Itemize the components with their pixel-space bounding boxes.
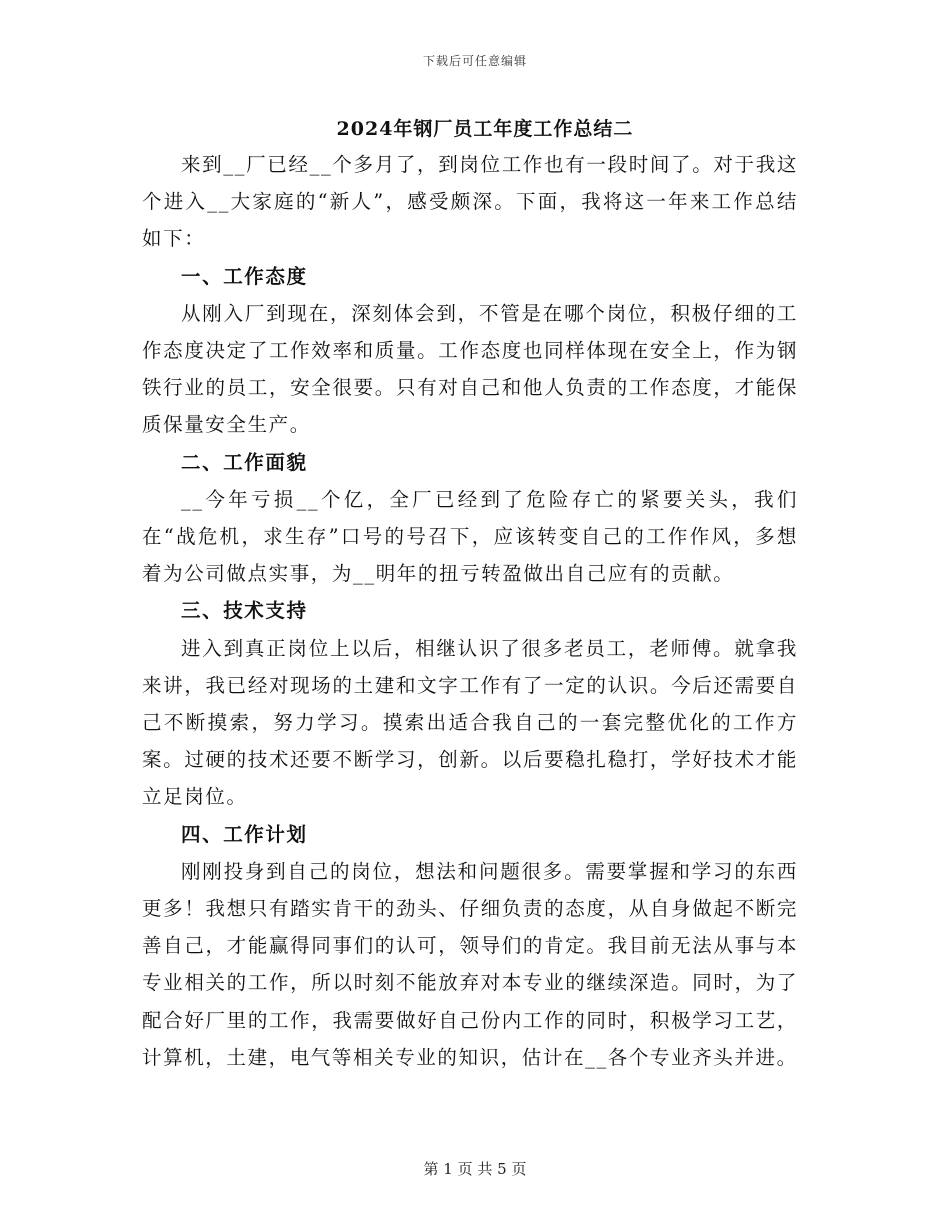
- section-body-technical-support: 进入到真正岗位上以后，相继认识了很多老员工，老师傅。就拿我来讲，我已经对现场的土建和文字工作有了一定的认识。今后还需要自己不断摸索，努力学习。摸索出适合我自己的一套完整优化的工作方案。过硬的技术还要不断学习，创新。以后要稳扎稳打，学好技术才能立足岗位。: [142, 636, 798, 809]
- page-header-note: 下载后可任意编辑: [422, 54, 527, 68]
- intro-paragraph: 来到__厂已经__个多月了，到岗位工作也有一段时间了。对于我这个进入__大家庭的“新人”，感受颇深。下面，我将这一年来工作总结如下：: [142, 153, 798, 251]
- section-heading-appearance: 二、工作面貌: [181, 450, 308, 474]
- document-title: 2024年钢厂员工年度工作总结二: [336, 118, 634, 140]
- section-heading-technical-support: 三、技术支持: [181, 599, 308, 623]
- section-body-appearance: __今年亏损__个亿，全厂已经到了危险存亡的紧要关头，我们在“战危机，求生存”口号的号召下，应该转变自己的工作作风，多想着为公司做点实事，为__明年的扭亏转盈做出自己应有的贡献。: [142, 487, 798, 586]
- section-heading-work-plan: 四、工作计划: [181, 822, 308, 846]
- section-heading-attitude: 一、工作态度: [181, 264, 308, 288]
- page-number-footer: 第 1 页 共 5 页: [423, 1160, 527, 1178]
- section-body-attitude: 从刚入厂到现在，深刻体会到，不管是在哪个岗位，积极仔细的工作态度决定了工作效率和质量。工作态度也同样体现在安全上，作为钢铁行业的员工，安全很要。只有对自己和他人负责的工作态度，才能保质保量安全生产。: [142, 301, 798, 437]
- section-body-work-plan: 刚刚投身到自己的岗位，想法和问题很多。需要掌握和学习的东西更多！我想只有踏实肯干的劲头、仔细负责的态度，从自身做起不断完善自己，才能赢得同事们的认可，领导们的肯定。我目前无法从事与本专业相关的工作，所以时刻不能放弃对本专业的继续深造。同时，为了配合好厂里的工作，我需要做好自己份内工作的同时，积极学习工艺，计算机，土建，电气等相关专业的知识，估计在__各个专业齐头并进。: [142, 859, 798, 1069]
- document-body: [142, 146, 798, 1076]
